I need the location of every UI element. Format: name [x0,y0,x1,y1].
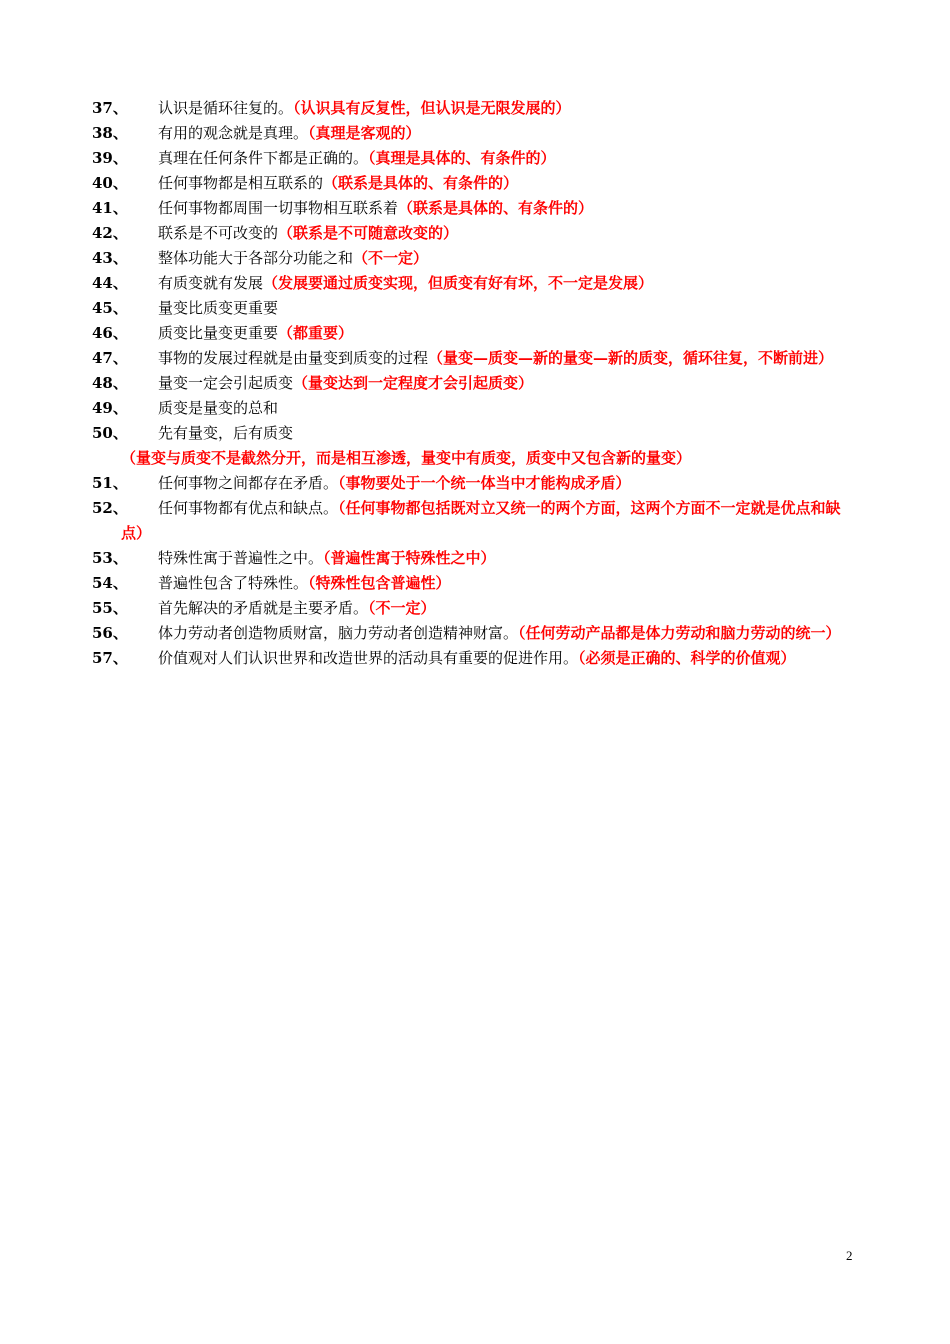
list-item [92,296,862,321]
item-statement: 普遍性包含了特殊性。 [158,574,309,592]
list-item [92,496,862,546]
item-statement: 真理在任何条件下都是正确的。 [158,149,369,167]
list-item [92,621,862,646]
list-item [92,246,862,271]
item-statement: 首先解决的矛盾就是主要矛盾。 [158,599,369,617]
item-note: （不一定） [368,599,436,617]
item-note: （联系是具体的、有条件的） [323,174,519,192]
list-item [92,171,862,196]
item-number: 57、 [92,649,128,667]
list-item [92,196,862,221]
item-number: 48、 [92,374,128,392]
item-number: 39、 [92,149,128,167]
item-number: 43、 [92,249,128,267]
list-item [92,646,862,671]
list-item [92,146,862,171]
item-note: （量变—质变—新的量变—新的质变，循环往复，不断前进） [428,349,834,367]
item-statement: 任何事物都有优点和缺点。 [158,499,339,517]
item-statement: 价值观对人们认识世界和改造世界的活动具有重要的促进作用。 [158,649,579,667]
item-note: （量变达到一定程度才会引起质变） [293,374,534,392]
item-number: 40、 [92,174,128,192]
list-item [92,346,862,371]
item-statement: 任何事物都是相互联系的 [158,174,324,192]
item-note: （任何劳动产品都是体力劳动和脑力劳动的统一） [518,624,841,642]
item-statement: 有质变就有发展 [158,274,264,292]
item-number: 42、 [92,224,128,242]
item-statement: 先有量变，后有质变 [158,424,294,442]
item-statement: 量变一定会引起质变 [158,374,294,392]
item-note: （发展要通过质变实现，但质变有好有坏，不一定是发展） [263,274,654,292]
item-statement: 质变比量变更重要 [158,324,279,342]
page-number: 2 [846,1248,853,1263]
list-item [92,421,862,471]
list-item [92,321,862,346]
item-note: （不一定） [353,249,429,267]
list-item [92,396,862,421]
list-item [92,596,862,621]
item-number: 54、 [92,574,128,592]
item-statement: 任何事物都周围一切事物相互联系着 [158,199,399,217]
item-note: （特殊性包含普遍性） [308,574,451,592]
item-statement: 认识是循环往复的。 [158,99,294,117]
item-note: （量变与质变不是截然分开，而是相互渗透，量变中有质变，质变中又包含新的量变） [121,449,692,467]
item-statement: 事物的发展过程就是由量变到质变的过程 [158,349,429,367]
item-statement: 特殊性寓于普遍性之中。 [158,549,324,567]
item-number: 49、 [92,399,128,417]
list-item [92,221,862,246]
item-statement: 整体功能大于各部分功能之和 [158,249,354,267]
list-item [92,271,862,296]
item-number: 44、 [92,274,128,292]
list-item [92,121,862,146]
item-note: （都重要） [278,324,354,342]
list-item [92,371,862,396]
item-number: 53、 [92,549,128,567]
list-item [92,546,862,571]
item-note: （真理是客观的） [308,124,421,142]
item-number: 45、 [92,299,128,317]
item-note: （联系是不可随意改变的） [278,224,459,242]
item-statement: 联系是不可改变的 [158,224,279,242]
item-number: 38、 [92,124,128,142]
item-number: 55、 [92,599,128,617]
item-number: 37、 [92,99,128,117]
item-number: 52、 [92,499,128,517]
item-statement: 质变是量变的总和 [158,399,279,417]
item-statement: 有用的观念就是真理。 [158,124,309,142]
item-note: （任何事物都包括既对立又统一的两个方面，这两个方面不一定就是优点和缺点） [121,499,841,542]
item-statement: 体力劳动者创造物质财富，脑力劳动者创造精神财富。 [158,624,519,642]
item-note: （真理是具体的、有条件的） [368,149,556,167]
item-note: （事物要处于一个统一体当中才能构成矛盾） [338,474,631,492]
list-item [92,96,862,121]
item-note: （联系是具体的、有条件的） [398,199,594,217]
item-statement: 任何事物之间都存在矛盾。 [158,474,339,492]
item-number: 41、 [92,199,128,217]
item-number: 56、 [92,624,128,642]
item-note: （必须是正确的、科学的价值观） [578,649,796,667]
item-number: 46、 [92,324,128,342]
item-list [92,96,862,671]
list-item [92,471,862,496]
item-number: 50、 [92,424,128,442]
list-item [92,571,862,596]
item-note: （普遍性寓于特殊性之中） [323,549,496,567]
item-number: 47、 [92,349,128,367]
item-note: （认识具有反复性，但认识是无限发展的） [293,99,571,117]
item-number: 51、 [92,474,128,492]
item-statement: 量变比质变更重要 [158,299,279,317]
